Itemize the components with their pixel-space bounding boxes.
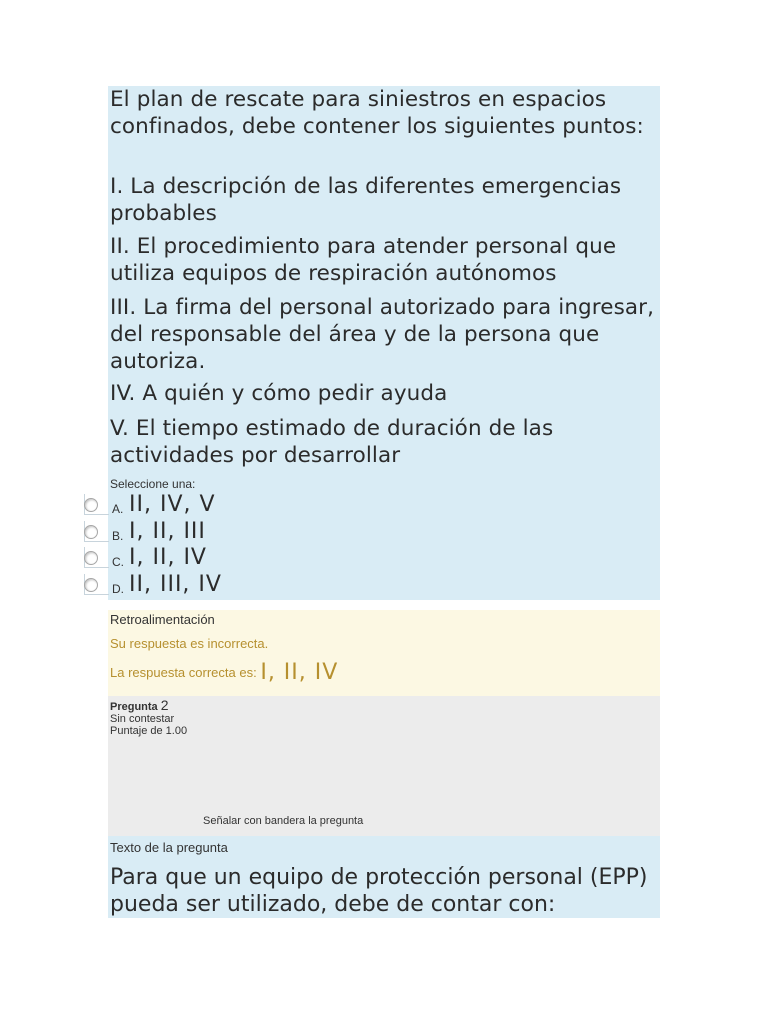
option-letter: C. [112, 555, 124, 569]
option-text: I, II, IV [129, 545, 207, 570]
point-5: V. El tiempo estimado de duración de las actividades por desarrollar [110, 416, 554, 468]
option-text: I, II, III [129, 518, 206, 544]
option-letter: D. [112, 581, 124, 596]
option-text: II, IV, V [129, 492, 216, 517]
option-letter: B. [112, 528, 124, 543]
incorrect-message: Su respuesta es incorrecta. [110, 636, 269, 651]
answer-options [84, 492, 644, 598]
flag-question-link[interactable]: Señalar con bandera la pregunta [203, 815, 364, 827]
option-c[interactable] [84, 545, 644, 572]
point-1: I. La descripción de las diferentes emergencias probables [110, 174, 622, 226]
option-b[interactable] [84, 519, 644, 546]
correct-answer-prefix: La respuesta correcta es: [110, 665, 257, 680]
point-4: IV. A quién y cómo pedir ayuda [110, 381, 448, 406]
option-letter: A. [112, 502, 124, 516]
question-label: Pregunta [110, 701, 158, 713]
correct-answer-line [110, 660, 338, 685]
question-2-info [110, 697, 187, 737]
question-status: Sin contestar [110, 713, 175, 725]
feedback-title: Retroalimentación [110, 612, 215, 627]
option-d[interactable] [84, 572, 644, 599]
radio-button-d[interactable] [84, 578, 98, 592]
question-2-stem: Para que un equipo de protección personal (EPP) pueda ser utilizado, debe de contar con: [110, 865, 648, 917]
question-score: Puntaje de 1.00 [110, 725, 188, 737]
question-2-info-panel [108, 696, 660, 836]
question-number-value: 2 [160, 697, 169, 713]
point-2: II. El procedimiento para atender personal que utiliza equipos de respiración autónomos [110, 234, 617, 286]
question-1-stem: El plan de rescate para siniestros en espacios confinados, debe contener los siguientes puntos: [110, 87, 644, 139]
radio-button-a[interactable] [84, 498, 98, 512]
correct-answer-value: I, II, IV [260, 660, 339, 685]
radio-button-b[interactable] [84, 525, 98, 539]
option-a[interactable] [84, 492, 644, 519]
question-number [110, 697, 187, 713]
question-text-label: Texto de la pregunta [110, 840, 228, 855]
option-text: II, III, IV [129, 571, 222, 597]
select-one-label: Seleccione una: [110, 477, 196, 491]
radio-button-c[interactable] [84, 551, 98, 565]
point-3: III. La firma del personal autorizado para ingresar, del responsable del área y de la persona que autoriza. [110, 295, 655, 374]
